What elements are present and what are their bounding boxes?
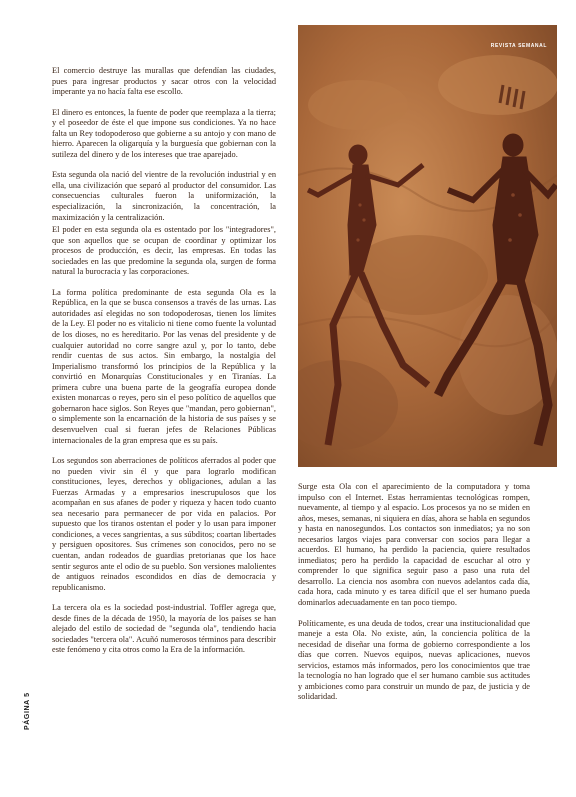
paragraph-integrators: El poder en esta segunda ola es ostentado por los "integradores", que son aquellos que se ocupan de coordinar y optimizar los procesos de producción, es decir, las empresas. En todas las sociedades en las que predomine la segunda ola, surgen de forma natural la burocracia y las corporaciones. [52, 225, 276, 277]
paragraph-tyrants: Los segundos son aberraciones de políticos aferrados al poder que no pueden vivir sin él y que para lograrlo modifican constituciones, leyes, derechos y obligaciones, adulan a las Fuerzas Armadas y a empresarios inescrupulosos que los acompañan en sus afanes de poder y riqueza y hacen todo cuanto sea necesario para permanecer de por vida en palacios. Por supuesto que los tiranos ostentan el poder y lo usan para imponer condiciones, a veces sangrientas, a sus súbditos; coartan libertades y persiguen opositores. Sus crímenes son conocidos, pero no se cuentan, andan rodeados de guardias pretorianas que los hace sentir seguros ante el odio de su pueblo. Son versiones malolientes de antiguos reinados escondidos en días de democracia y republicanismo. [52, 456, 276, 592]
paragraph-political-debt: Políticamente, es una deuda de todos, crear una institucionalidad que maneje a esta Ola. No existe, aún, la conciencia política de la necesidad de diseñar una forma de gobierno correspondiente a los días que corren. Nuevos equipos, nuevas aplicaciones, nuevos servicios, estamos más informados, pero los conocimientos que trae la tecnología no han logrado que el ser humano cambie sus actitudes y ambiciones como para construir un mundo de paz, de justicia y de solidaridad. [298, 618, 530, 702]
paragraph-republic: La forma política predominante de esta segunda Ola es la República, en la que se busca consensos a través de las urnas. Las autoridades así elegidas no son todopoderosas, tienen los límites de la Ley. El poder no es vitalicio ni tiene como fuente la voluntad de los dioses, no es hereditario. Por las venas del presidente y de cualquier autoridad no corre sangre azul y, por lo tanto, debe rendir cuentas de sus actos. Sin embargo, la nostalgia del Imperialismo transformó los principios de la República y la convirtió en Monarquías Constitucionales y en Tiranías. La primera cubre una buena parte de la geografía europea donde existen monarcas o reyes, pero sin el peso político de aquellos que gobernaron hace siglos. Son Reyes que "mandan, pero gobiernan", o simplemente son la encarnación de la historia de sus países y se desenvuelven cual si fueran jefes de Relaciones Públicas internacionales de la gran empresa que es su país. [52, 287, 276, 445]
cave-painting-image [298, 25, 557, 467]
paragraph-money-power: El dinero es entonces, la fuente de poder que reemplaza a la tierra; y el poseedor de éste el que impone sus condiciones. Ya no hace falta un Rey todopoderoso que gobierne a su antojo y con mano de hierro. Aparecen la oligarquía y la burguesía que gobiernan con la sutileza del dinero y de los intereses que trae aparejado. [52, 107, 276, 159]
magazine-label: REVISTA SEMANAL [490, 43, 547, 49]
rock-art-illustration [298, 25, 557, 467]
right-text-column [298, 482, 530, 713]
paragraph-second-wave-origin: Esta segunda ola nació del vientre de la revolución industrial y en ella, una civilización que separó al productor del consumidor. Las consecuencias culturales fueron la uniformización, la especialización, la sincronización, la concentración, la maximización y la centralización. [52, 170, 276, 222]
page-number-label: PÁGINA 5 [24, 692, 31, 730]
paragraph-third-wave-technology: Surge esta Ola con el aparecimiento de la computadora y toma impulso con el Internet. Estas herramientas tecnológicas rompen, nuevamente, al tiempo y al espacio. Los procesos ya no se miden en años, meses, semanas, ni siquiera en días, ahora se habla en segundos y hasta en nanosegundos. Los contactos son inmediatos; ya no son necesarios largos viajes para conversar con socios para llegar a acuerdos. El humano, ha perdido la paciencia, quiere resultados inmediatos; pero ha perdido la capacidad de escuchar al otro y comprender lo que significa seguir paso a paso una ruta del desarrollo. La ciencia nos asombra con nuevos adelantos cada día, cada hora, cada minuto y es tarea difícil que el ser humano pueda dominarlos adecuadamente en tan poco tiempo. [298, 482, 530, 608]
paragraph-commerce-walls: El comercio destruye las murallas que defendían las ciudades, pues para ingresar productos y sacar otros con la velocidad imperante ya no hacía falta ese escollo. [52, 66, 276, 97]
paragraph-third-wave: La tercera ola es la sociedad post-industrial. Toffler agrega que, desde fines de la década de 1950, la mayoría de los países se han alejado del estilo de sociedad de "segunda ola", tendiendo hacia sociedades "tercera ola". Acuñó numerosos términos para describir este fenómeno y cita otros como la Era de la información. [52, 603, 276, 655]
left-text-column [52, 66, 276, 666]
